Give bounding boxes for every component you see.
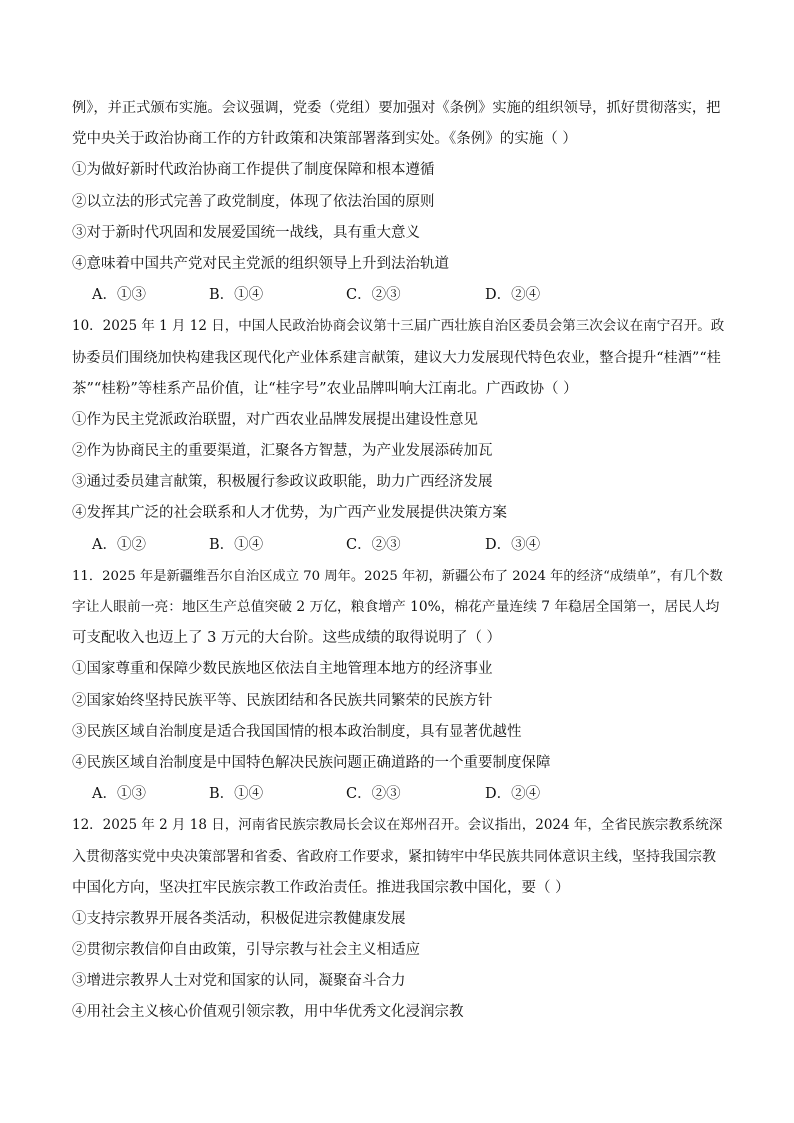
option-statement: ④用社会主义核心价值观引领宗教，用中华优秀文化浸润宗教 [72,1004,464,1021]
option-statement: ④意味着中国共产党对民主党派的组织领导上升到法治轨道 [72,255,449,272]
choice-a: A．①② [92,536,146,553]
question-9 [72,93,724,311]
question-stem-line: 10．2025 年 1 月 12 日，中国人民政治协商会议第十三届广西壮族自治区委员会第三次会议在南宁召开。政 [72,318,724,335]
option-statement: ①支持宗教界开展各类活动，积极促进宗教健康发展 [72,910,406,927]
option-statement: ③民族区域自治制度是适合我国国情的根本政治制度，具有显著优越性 [72,723,522,740]
question-10 [72,311,724,561]
question-11 [72,561,724,811]
question-stem-line: 11．2025 年是新疆维吾尔自治区成立 70 周年。2025 年初，新疆公布了 2024 年的经济“成绩单”，有几个数 [72,568,723,584]
question-stem-line: 协委员们围绕加快构建我区现代化产业体系建言献策，建议大力发展现代特色农业，整合提升“桂酒”“桂 [72,349,721,366]
choice-b: B．①④ [209,786,264,803]
choice-c: C．②③ [346,786,401,803]
answer-choices [72,779,724,810]
answer-choices [72,280,724,311]
option-statement: ②作为协商民主的重要渠道，汇聚各方智慧，为产业发展添砖加瓦 [72,443,493,460]
option-statement: ②贯彻宗教信仰自由政策，引导宗教与社会主义相适应 [72,942,420,959]
question-stem-line: 中国化方向，坚决扛牢民族宗教工作政治责任。推进我国宗教中国化，要（ ） [72,879,570,896]
option-statement: ④发挥其广泛的社会联系和人才优势，为广西产业发展提供决策方案 [72,505,507,522]
choice-b: B．①④ [209,536,264,553]
option-statement: ①作为民主党派政治联盟，对广西农业品牌发展提出建设性意见 [72,411,478,428]
choice-a: A．①③ [92,786,146,803]
question-stem-line: 入贯彻落实党中央决策部署和省委、省政府工作要求，紧扣铸牢中华民族共同体意识主线，坚持我国宗教 [72,848,716,865]
question-stem-line: 可支配收入也迈上了 3 万元的大台阶。这些成绩的取得说明了（ ） [72,630,502,647]
option-statement: ①国家尊重和保障少数民族地区依法自主地管理本地方的经济事业 [72,661,493,678]
choice-d: D．③④ [485,536,541,553]
question-stem-line: 字让人眼前一亮：地区生产总值突破 2 万亿，粮食增产 10%，棉花产量连续 7 年稳居全国第一，居民人均 [72,599,720,615]
question-stem-line: 例》，并正式颁布实施。会议强调，党委（党组）要加强对《条例》实施的组织领导，抓好贯彻落实，把 [72,100,721,116]
option-statement: ②国家始终坚持民族平等、民族团结和各民族共同繁荣的民族方针 [72,692,493,709]
question-stem-line: 12．2025 年 2 月 18 日，河南省民族宗教局长会议在郑州召开。会议指出，2024 年，全省民族宗教系统深 [72,817,723,834]
option-statement: ③通过委员建言献策，积极履行参政议政职能，助力广西经济发展 [72,474,493,491]
exam-page [72,93,724,1029]
option-statement: ②以立法的形式完善了政党制度，体现了依法治国的原则 [72,193,435,210]
choice-c: C．②③ [346,287,401,304]
option-statement: ①为做好新时代政治协商工作提供了制度保障和根本遵循 [72,162,435,179]
question-12 [72,810,724,1028]
question-stem-line: 党中央关于政治协商工作的方针政策和决策部署落到实处。《条例》的实施（ ） [72,131,577,148]
question-stem-line: 茶”“桂粉”等桂系产品价值，让“桂字号”农业品牌叫响大江南北。广西政协（ ） [72,380,578,397]
option-statement: ③对于新时代巩固和发展爱国统一战线，具有重大意义 [72,224,420,241]
choice-d: D．②④ [485,786,541,803]
choice-c: C．②③ [346,536,401,553]
answer-choices [72,530,724,561]
choice-a: A．①③ [92,287,146,304]
choice-b: B．①④ [209,287,264,304]
choice-d: D．②④ [485,287,541,304]
option-statement: ③增进宗教界人士对党和国家的认同，凝聚奋斗合力 [72,973,406,990]
option-statement: ④民族区域自治制度是中国特色解决民族问题正确道路的一个重要制度保障 [72,754,551,771]
